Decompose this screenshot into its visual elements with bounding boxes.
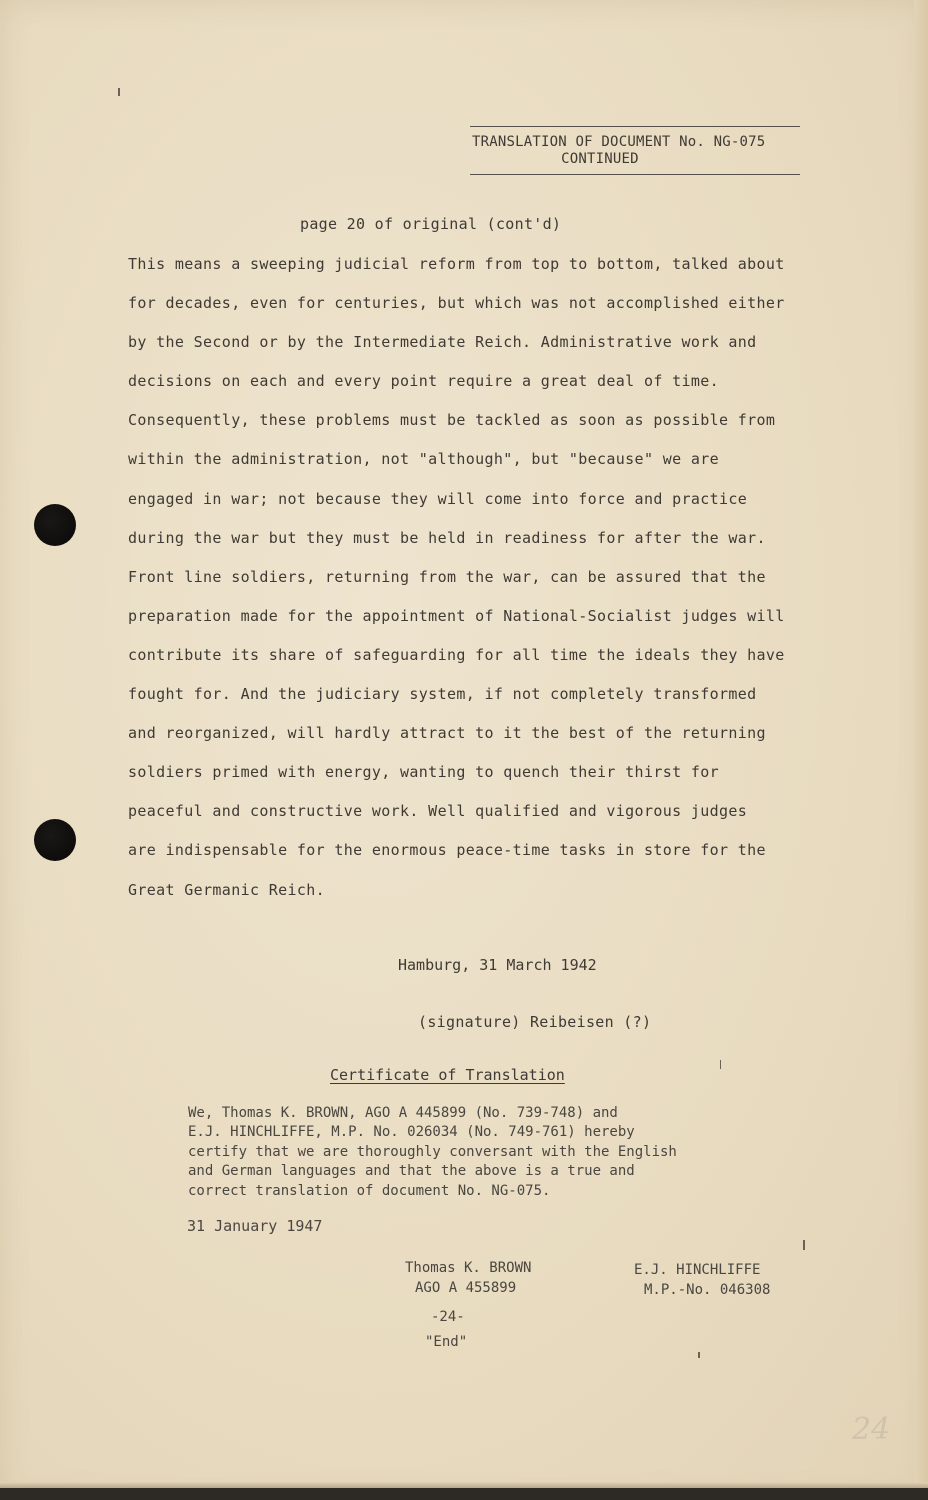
body-line: and reorganized, will hardly attract to it the best of the returning <box>128 724 766 743</box>
paper-speck <box>118 88 120 96</box>
certificate-line: E.J. HINCHLIFFE, M.P. No. 026034 (No. 749-761) hereby <box>188 1124 635 1141</box>
body-line: decisions on each and every point require a great deal of time. <box>128 372 719 391</box>
signer-id: AGO A 455899 <box>415 1280 517 1296</box>
certificate-line: We, Thomas K. BROWN, AGO A 445899 (No. 739-748) and <box>188 1105 618 1121</box>
certificate-line: correct translation of document No. NG-075. <box>188 1182 551 1199</box>
end-mark: "End" <box>425 1334 468 1350</box>
punch-hole-top <box>34 504 76 546</box>
signer-brown <box>405 1258 531 1298</box>
body-line: during the war but they must be held in readiness for after the war. <box>128 528 766 547</box>
certificate-title: Certificate of Translation <box>330 1066 565 1084</box>
paper-speck <box>803 1240 805 1250</box>
body-line: Front line soldiers, returning from the war, can be assured that the <box>128 567 766 586</box>
original-signature: (signature) Reibeisen (?) <box>418 1013 652 1031</box>
body-line: contribute its share of safeguarding for all time the ideals they have <box>128 645 785 664</box>
signer-id: M.P.-No. 046308 <box>644 1282 771 1298</box>
body-line: soldiers primed with energy, wanting to quench their thirst for <box>128 763 719 782</box>
header-rule-top <box>470 126 800 127</box>
body-line: are indispensable for the enormous peace-time tasks in store for the <box>128 841 766 860</box>
body-line: engaged in war; not because they will come into force and practice <box>128 489 748 508</box>
signer-name: E.J. HINCHLIFFE <box>634 1262 761 1278</box>
translation-header <box>470 126 800 175</box>
body-line: peaceful and constructive work. Well qualified and vigorous judges <box>128 802 748 821</box>
body-line: within the administration, not "although", but "because" we are <box>128 450 719 469</box>
body-line: by the Second or by the Intermediate Reich. Administrative work and <box>128 333 757 352</box>
header-subtitle: CONTINUED <box>561 151 639 167</box>
certificate-text <box>188 1104 677 1201</box>
body-line: for decades, even for centuries, but which was not accomplished either <box>128 294 785 313</box>
body-line: fought for. And the judiciary system, if not completely transformed <box>128 685 757 704</box>
certificate-date: 31 January 1947 <box>187 1217 323 1235</box>
certificate-line: and German languages and that the above is a true and <box>188 1163 635 1180</box>
header-title: TRANSLATION OF DOCUMENT No. NG-075 <box>472 134 766 150</box>
punch-hole-bottom <box>34 819 76 861</box>
signer-name: Thomas K. BROWN <box>405 1260 532 1276</box>
pencil-page-number: 24 <box>852 1412 891 1447</box>
page-edge <box>914 0 928 1500</box>
original-page-note: page 20 of original (cont'd) <box>300 215 562 233</box>
page-number: -24- <box>431 1309 465 1325</box>
scan-border <box>0 1488 928 1500</box>
body-line: Consequently, these problems must be tackled as soon as possible from <box>128 411 776 430</box>
paper-speck <box>720 1060 721 1069</box>
certificate-line: certify that we are thoroughly conversant with the English <box>188 1143 677 1160</box>
body-line: This means a sweeping judicial reform from top to bottom, talked about <box>128 255 785 273</box>
body-line: Great Germanic Reich. <box>128 880 325 899</box>
body-paragraph <box>128 250 808 915</box>
header-rule-bottom <box>470 174 800 175</box>
signer-hinchliffe <box>634 1260 770 1300</box>
place-and-date: Hamburg, 31 March 1942 <box>398 956 597 974</box>
body-line: preparation made for the appointment of National-Socialist judges will <box>128 606 785 625</box>
paper-speck <box>698 1352 700 1358</box>
